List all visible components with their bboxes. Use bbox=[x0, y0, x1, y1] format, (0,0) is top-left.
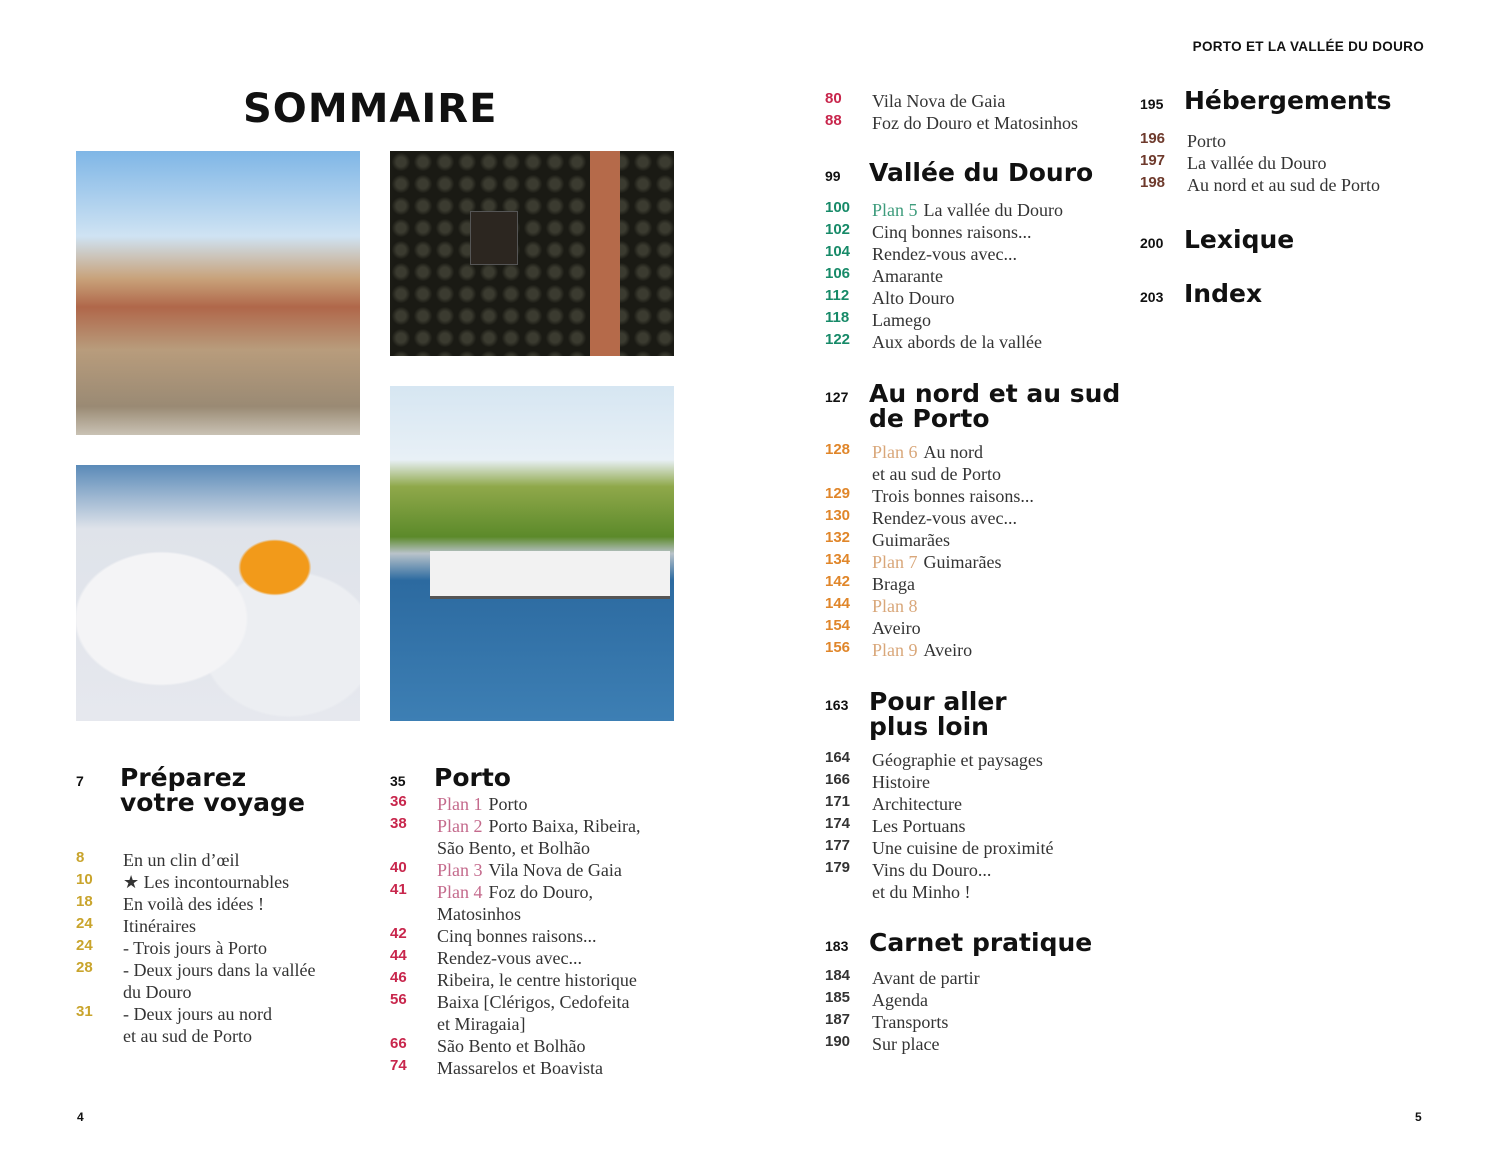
entry-text: Cinq bonnes raisons... bbox=[872, 222, 1032, 242]
entry-text: Cinq bonnes raisons... bbox=[437, 926, 597, 946]
entry-title bbox=[872, 771, 930, 793]
entry-page-number: 46 bbox=[390, 969, 407, 986]
entry-text: Transports bbox=[872, 1012, 949, 1032]
entry-title bbox=[872, 529, 950, 551]
entry-title bbox=[437, 793, 528, 815]
entry-text: - Deux jours dans la vallée du Douro bbox=[123, 960, 316, 1002]
toc-entry[interactable] bbox=[825, 507, 1120, 529]
entry-title bbox=[123, 849, 239, 871]
entry-text: Vins du Douro... et du Minho ! bbox=[872, 860, 992, 902]
entry-title bbox=[872, 793, 962, 815]
entry-text: Massarelos et Boavista bbox=[437, 1058, 603, 1078]
entry-title bbox=[437, 859, 622, 881]
entry-page-number: 106 bbox=[825, 265, 851, 282]
entry-page-number: 74 bbox=[390, 1057, 407, 1074]
section-page-number: 203 bbox=[1140, 289, 1164, 305]
toc-entry[interactable] bbox=[825, 529, 1120, 551]
toc-entry[interactable] bbox=[825, 749, 1053, 771]
section-title: Index bbox=[1184, 279, 1263, 308]
toc-entry[interactable] bbox=[390, 969, 641, 991]
toc-entry[interactable] bbox=[825, 573, 1120, 595]
toc-entry[interactable] bbox=[76, 893, 315, 915]
toc-section-plus-loin bbox=[825, 689, 1053, 903]
entry-page-number: 198 bbox=[1140, 174, 1166, 191]
toc-section-porto bbox=[390, 765, 641, 1079]
running-head: PORTO ET LA VALLÉE DU DOURO bbox=[1192, 39, 1424, 54]
entry-page-number: 185 bbox=[825, 989, 851, 1006]
entry-text: Rendez-vous avec... bbox=[437, 948, 582, 968]
entry-page-number: 41 bbox=[390, 881, 407, 898]
entry-title bbox=[437, 881, 593, 925]
entry-text: Guimarães bbox=[872, 530, 950, 550]
section-heading[interactable] bbox=[825, 930, 1092, 955]
entry-title bbox=[872, 1011, 948, 1033]
entry-page-number: 129 bbox=[825, 485, 851, 502]
toc-entry[interactable] bbox=[825, 617, 1120, 639]
toc-entry[interactable] bbox=[390, 947, 641, 969]
section-page-number: 99 bbox=[825, 168, 841, 184]
entry-text: Lamego bbox=[872, 310, 931, 330]
entry-title bbox=[437, 925, 597, 947]
entry-title bbox=[872, 967, 980, 989]
toc-entry[interactable] bbox=[825, 287, 1093, 309]
section-heading[interactable] bbox=[825, 160, 1093, 185]
section-title: Porto bbox=[434, 763, 511, 792]
entry-text: Au nord et au sud de Porto bbox=[872, 442, 1001, 484]
toc-entry[interactable] bbox=[825, 1011, 1092, 1033]
toc-entry[interactable] bbox=[1140, 174, 1392, 196]
entry-page-number: 18 bbox=[76, 893, 93, 910]
toc-entry[interactable] bbox=[76, 959, 315, 1003]
entry-title bbox=[872, 507, 1017, 529]
entry-page-number: 24 bbox=[76, 937, 93, 954]
entry-title bbox=[872, 837, 1053, 859]
plan-label: Plan 8 bbox=[872, 596, 918, 616]
entry-page-number: 28 bbox=[76, 959, 93, 976]
toc-entry[interactable] bbox=[825, 595, 1120, 617]
page-title: SOMMAIRE bbox=[243, 86, 498, 132]
entry-text: Porto Baixa, Ribeira, São Bento, et Bolhão bbox=[437, 816, 641, 858]
entry-page-number: 156 bbox=[825, 639, 851, 656]
entry-text: Porto bbox=[1187, 131, 1227, 151]
entry-page-number: 118 bbox=[825, 309, 850, 326]
toc-entry[interactable] bbox=[76, 849, 315, 871]
toc-entry[interactable] bbox=[825, 90, 1078, 112]
entry-page-number: 132 bbox=[825, 529, 851, 546]
toc-entry[interactable] bbox=[390, 1057, 641, 1079]
entry-title bbox=[872, 331, 1042, 353]
entry-page-number: 130 bbox=[825, 507, 851, 524]
entry-text: Rendez-vous avec... bbox=[872, 244, 1017, 264]
entry-page-number: 112 bbox=[825, 287, 850, 304]
section-page-number: 163 bbox=[825, 697, 849, 713]
toc-entry[interactable] bbox=[825, 989, 1092, 1011]
toc-entry[interactable] bbox=[825, 771, 1053, 793]
section-heading[interactable] bbox=[76, 765, 315, 815]
entry-title bbox=[437, 947, 582, 969]
entry-page-number: 100 bbox=[825, 199, 851, 216]
entry-page-number: 179 bbox=[825, 859, 851, 876]
plan-label: Plan 3 bbox=[437, 860, 483, 880]
entry-text: Avant de partir bbox=[872, 968, 980, 988]
plan-label: Plan 2 bbox=[437, 816, 483, 836]
entry-title bbox=[872, 265, 943, 287]
entry-page-number: 104 bbox=[825, 243, 851, 260]
toc-section-carnet bbox=[825, 930, 1092, 1055]
entry-title bbox=[872, 595, 924, 617]
entry-text: Vila Nova de Gaia bbox=[488, 860, 622, 880]
entry-page-number: 154 bbox=[825, 617, 851, 634]
entry-page-number: 171 bbox=[825, 793, 851, 810]
entry-title bbox=[872, 639, 972, 661]
toc-section-hebergements bbox=[1140, 88, 1392, 196]
plan-label: Plan 7 bbox=[872, 552, 918, 572]
entry-title bbox=[872, 573, 915, 595]
entry-title bbox=[123, 871, 289, 893]
page-number-right: 5 bbox=[1415, 1110, 1422, 1124]
section-title: Lexique bbox=[1184, 225, 1295, 254]
entry-page-number: 164 bbox=[825, 749, 851, 766]
entry-text: Amarante bbox=[872, 266, 943, 286]
entry-title bbox=[1187, 130, 1226, 152]
entry-title bbox=[872, 617, 921, 639]
entry-title bbox=[872, 287, 955, 309]
entry-page-number: 190 bbox=[825, 1033, 851, 1050]
entry-page-number: 10 bbox=[76, 871, 93, 888]
section-title: Hébergements bbox=[1184, 86, 1392, 115]
toc-entry[interactable] bbox=[825, 837, 1053, 859]
entry-text: Itinéraires bbox=[123, 916, 196, 936]
entry-text: Géographie et paysages bbox=[872, 750, 1043, 770]
entry-title bbox=[872, 815, 966, 837]
toc-entry[interactable] bbox=[1140, 152, 1392, 174]
toc-entry[interactable] bbox=[390, 859, 641, 881]
entry-page-number: 184 bbox=[825, 967, 851, 984]
entry-title bbox=[872, 441, 1001, 485]
entry-title bbox=[872, 309, 931, 331]
toc-entry[interactable] bbox=[390, 793, 641, 815]
entry-title bbox=[437, 815, 641, 859]
toc-entry[interactable] bbox=[825, 441, 1120, 485]
page-number-left: 4 bbox=[77, 1110, 84, 1124]
entry-title bbox=[872, 551, 1001, 573]
section-heading[interactable] bbox=[1140, 88, 1392, 113]
entry-title bbox=[123, 937, 267, 959]
entry-text: Braga bbox=[872, 574, 915, 594]
entry-page-number: 38 bbox=[390, 815, 407, 832]
entry-title bbox=[872, 243, 1017, 265]
entry-title bbox=[872, 199, 1063, 221]
toc-entry[interactable] bbox=[825, 967, 1092, 989]
entry-text: ★ Les incontournables bbox=[123, 872, 290, 892]
toc-section-porto-cont bbox=[825, 90, 1078, 134]
entry-text: Foz do Douro et Matosinhos bbox=[872, 113, 1078, 133]
entry-title bbox=[872, 112, 1078, 134]
entry-page-number: 56 bbox=[390, 991, 407, 1008]
section-heading[interactable] bbox=[1140, 227, 1294, 252]
entry-title bbox=[872, 221, 1032, 243]
section-page-number: 7 bbox=[76, 773, 84, 789]
toc-entry[interactable] bbox=[76, 871, 315, 893]
toc-entry[interactable] bbox=[825, 112, 1078, 134]
entry-text: Aveiro bbox=[923, 640, 973, 660]
toc-entry[interactable] bbox=[825, 265, 1093, 287]
entry-text: Guimarães bbox=[923, 552, 1002, 572]
toc-entry[interactable] bbox=[825, 485, 1120, 507]
entry-page-number: 196 bbox=[1140, 130, 1166, 147]
church-photo bbox=[76, 151, 360, 435]
toc-entry[interactable] bbox=[825, 551, 1120, 573]
entry-page-number: 197 bbox=[1140, 152, 1166, 169]
toc-entry[interactable] bbox=[390, 991, 641, 1035]
entry-text: En un clin d’œil bbox=[123, 850, 240, 870]
toc-section-vallee bbox=[825, 160, 1093, 353]
plan-label: Plan 5 bbox=[872, 200, 918, 220]
entry-title bbox=[123, 1003, 272, 1047]
entry-page-number: 40 bbox=[390, 859, 407, 876]
entry-text: Trois bonnes raisons... bbox=[872, 486, 1034, 506]
entry-text: Vila Nova de Gaia bbox=[872, 91, 1006, 111]
entry-text: La vallée du Douro bbox=[923, 200, 1063, 220]
entry-text: Baixa [Clérigos, Cedofeita et Miragaia] bbox=[437, 992, 630, 1034]
toc-entry[interactable] bbox=[825, 639, 1120, 661]
entry-text: Agenda bbox=[872, 990, 928, 1010]
entry-title bbox=[872, 749, 1043, 771]
toc-entry[interactable] bbox=[825, 815, 1053, 837]
plan-label: Plan 1 bbox=[437, 794, 483, 814]
entry-page-number: 187 bbox=[825, 1011, 851, 1028]
section-heading[interactable] bbox=[825, 381, 1120, 431]
entry-page-number: 44 bbox=[390, 947, 407, 964]
toc-entry[interactable] bbox=[825, 243, 1093, 265]
toc-section-preparez bbox=[76, 765, 315, 1047]
entry-page-number: 102 bbox=[825, 221, 851, 238]
toc-entry[interactable] bbox=[76, 1003, 315, 1047]
toc-section-lexique bbox=[1140, 227, 1294, 252]
entry-text: São Bento et Bolhão bbox=[437, 1036, 586, 1056]
entry-title bbox=[872, 1033, 939, 1055]
entry-text: Sur place bbox=[872, 1034, 940, 1054]
section-title: Pour aller plus loin bbox=[869, 687, 1007, 741]
entry-title bbox=[1187, 152, 1326, 174]
entry-text: - Deux jours au nord et au sud de Porto bbox=[123, 1004, 272, 1046]
entry-page-number: 66 bbox=[390, 1035, 407, 1052]
toc-entry[interactable] bbox=[76, 915, 315, 937]
entry-text: La vallée du Douro bbox=[1187, 153, 1327, 173]
plan-label: Plan 9 bbox=[872, 640, 918, 660]
plan-label: Plan 6 bbox=[872, 442, 918, 462]
entry-text: Histoire bbox=[872, 772, 930, 792]
section-title: Vallée du Douro bbox=[869, 158, 1094, 187]
toc-entry[interactable] bbox=[825, 859, 1053, 903]
entry-page-number: 166 bbox=[825, 771, 851, 788]
section-page-number: 183 bbox=[825, 938, 849, 954]
entry-page-number: 122 bbox=[825, 331, 851, 348]
toc-entry[interactable] bbox=[390, 815, 641, 859]
entry-page-number: 80 bbox=[825, 90, 842, 107]
toc-entry[interactable] bbox=[825, 331, 1093, 353]
toc-entry[interactable] bbox=[76, 937, 315, 959]
toc-entry[interactable] bbox=[825, 1033, 1092, 1055]
entry-text: - Trois jours à Porto bbox=[123, 938, 268, 958]
entry-title bbox=[872, 90, 1005, 112]
plan-label: Plan 4 bbox=[437, 882, 483, 902]
entry-text: Ribeira, le centre historique bbox=[437, 970, 637, 990]
section-page-number: 195 bbox=[1140, 96, 1164, 112]
entry-text: Aux abords de la vallée bbox=[872, 332, 1042, 352]
entry-title bbox=[437, 969, 637, 991]
toc-section-index bbox=[1140, 281, 1262, 306]
toc-entry[interactable] bbox=[825, 221, 1093, 243]
entry-title bbox=[123, 893, 264, 915]
entry-page-number: 142 bbox=[825, 573, 851, 590]
entry-title bbox=[123, 959, 315, 1003]
entry-page-number: 31 bbox=[76, 1003, 93, 1020]
section-page-number: 200 bbox=[1140, 235, 1164, 251]
entry-title bbox=[872, 989, 928, 1011]
entry-text: Alto Douro bbox=[872, 288, 955, 308]
entry-page-number: 134 bbox=[825, 551, 851, 568]
entry-page-number: 144 bbox=[825, 595, 851, 612]
entry-title bbox=[872, 485, 1034, 507]
toc-section-nord-sud bbox=[825, 381, 1120, 661]
entry-title bbox=[123, 915, 196, 937]
section-title: Au nord et au sud de Porto bbox=[869, 379, 1121, 433]
entry-text: Une cuisine de proximité bbox=[872, 838, 1054, 858]
entry-page-number: 174 bbox=[825, 815, 851, 832]
entry-text: Aveiro bbox=[872, 618, 921, 638]
entry-title bbox=[437, 1057, 603, 1079]
entry-page-number: 128 bbox=[825, 441, 851, 458]
entry-text: En voilà des idées ! bbox=[123, 894, 264, 914]
entry-title bbox=[437, 991, 629, 1035]
entry-text: Architecture bbox=[872, 794, 962, 814]
entry-title bbox=[872, 859, 991, 903]
entry-page-number: 177 bbox=[825, 837, 851, 854]
toc-entry[interactable] bbox=[825, 199, 1093, 221]
entry-page-number: 42 bbox=[390, 925, 407, 942]
entry-title bbox=[437, 1035, 585, 1057]
entry-text: Rendez-vous avec... bbox=[872, 508, 1017, 528]
river-cruise-photo bbox=[390, 386, 674, 721]
entry-page-number: 8 bbox=[76, 849, 85, 866]
section-title: Préparez votre voyage bbox=[120, 763, 305, 817]
section-page-number: 127 bbox=[825, 389, 849, 405]
section-page-number: 35 bbox=[390, 773, 406, 789]
section-title: Carnet pratique bbox=[869, 928, 1093, 957]
toc-entry[interactable] bbox=[825, 793, 1053, 815]
section-heading[interactable] bbox=[825, 689, 1053, 739]
section-heading[interactable] bbox=[1140, 281, 1262, 306]
entry-text: Au nord et au sud de Porto bbox=[1187, 175, 1380, 195]
entry-title bbox=[1187, 174, 1380, 196]
port-wine-cellar-photo bbox=[390, 151, 674, 356]
section-heading[interactable] bbox=[390, 765, 641, 790]
sweets-photo bbox=[76, 465, 360, 721]
entry-text: Porto bbox=[488, 794, 528, 814]
toc-entry[interactable] bbox=[1140, 130, 1392, 152]
toc-entry[interactable] bbox=[825, 309, 1093, 331]
toc-entry[interactable] bbox=[390, 881, 641, 925]
entry-text: Foz do Douro, Matosinhos bbox=[437, 882, 594, 924]
entry-text: Les Portuans bbox=[872, 816, 966, 836]
toc-entry[interactable] bbox=[390, 1035, 641, 1057]
toc-entry[interactable] bbox=[390, 925, 641, 947]
entry-page-number: 36 bbox=[390, 793, 407, 810]
entry-page-number: 88 bbox=[825, 112, 842, 129]
entry-page-number: 24 bbox=[76, 915, 93, 932]
